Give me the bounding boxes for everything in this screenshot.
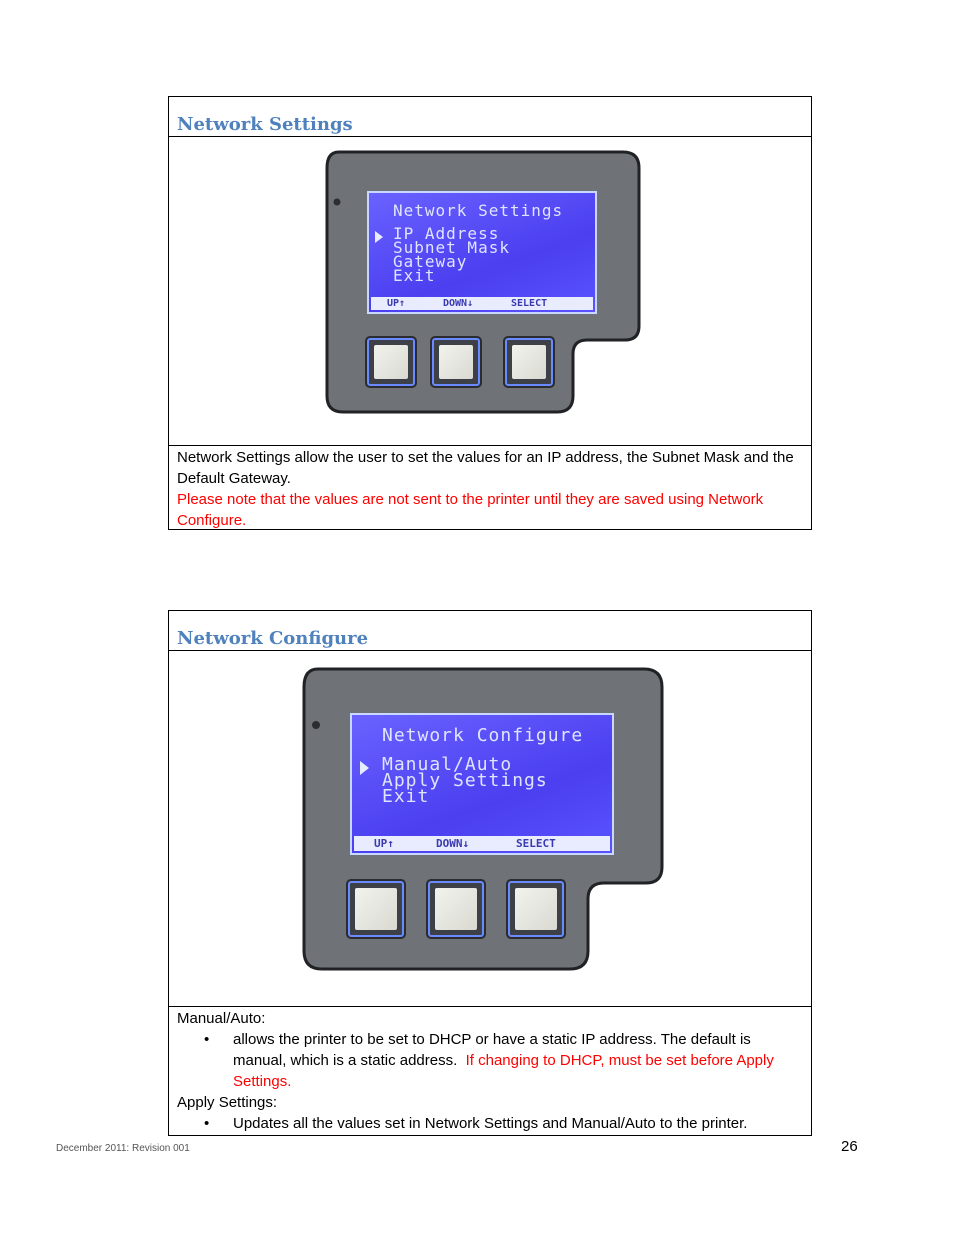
manual-auto-red-note: If changing to DHCP, must be set before Apply Settings. [233,1052,774,1090]
apply-settings-list [177,1113,803,1134]
network-settings-box [168,96,812,530]
lcd-menu-item-exit[interactable]: Exit [393,266,436,285]
lcd-menu-item-apply-settings[interactable]: Apply Settings [382,770,548,791]
menu-cursor-icon [375,231,383,243]
softkey-down-label: DOWN↓ [436,837,470,850]
hardware-button-up[interactable] [346,879,406,939]
lcd-menu-item-manual-auto[interactable]: Manual/Auto [382,754,513,775]
network-configure-image-cell [169,651,811,1007]
network-settings-image-cell [169,137,811,446]
softkey-select-label: SELECT [516,837,556,850]
apply-settings-bullet: • Updates all the values set in Network Settings and Manual/Auto to the printer. [177,1113,803,1134]
softkey-up-label: UP↑ [374,837,394,850]
page-number: 26 [841,1138,858,1155]
lcd-menu-item-exit[interactable]: Exit [382,786,430,807]
network-settings-note: Please note that the values are not sent to the printer until they are saved using Network Configure. [177,491,764,529]
manual-auto-bullet [177,1029,803,1092]
lcd-softkey-bar [371,297,593,310]
device-panel-network-configure [302,667,666,971]
hardware-button-up[interactable] [365,336,417,388]
network-configure-title: Network Configure [177,628,369,649]
network-settings-title-cell [169,97,811,137]
network-settings-description: Network Settings allow the user to set the values for an IP address, the Subnet Mask and the Default Gateway. [177,449,794,487]
hardware-button-select[interactable] [506,879,566,939]
lcd-softkey-bar [354,836,610,851]
lcd-menu-item-ip-address[interactable]: IP Address [393,224,500,243]
lcd-menu-item-gateway[interactable]: Gateway [393,252,468,271]
lcd-screen [350,713,614,855]
hardware-button-select[interactable] [503,336,555,388]
lcd-heading: Network Settings [393,201,564,220]
device-panel-network-settings [325,150,643,414]
network-configure-title-cell [169,611,811,651]
hardware-button-down[interactable] [426,879,486,939]
softkey-down-label: DOWN↓ [443,298,474,309]
network-configure-box [168,610,812,1136]
lcd-heading: Network Configure [382,725,584,746]
network-settings-description-cell [169,446,811,531]
menu-cursor-icon [360,761,369,775]
manual-auto-heading: Manual/Auto: [177,1010,266,1027]
apply-settings-heading: Apply Settings: [177,1094,278,1111]
lcd-menu-item-subnet-mask[interactable]: Subnet Mask [393,238,510,257]
network-settings-title: Network Settings [177,114,353,135]
lcd-screen [367,191,597,314]
footer-revision: December 2011: Revision 001 [56,1143,190,1154]
softkey-up-label: UP↑ [387,298,406,309]
network-configure-description-cell [169,1007,811,1134]
softkey-select-label: SELECT [511,298,548,309]
hardware-button-down[interactable] [430,336,482,388]
manual-auto-text: allows the printer to be set to DHCP or have a static IP address. The default is manual, which is a static address. [233,1031,751,1069]
manual-auto-list [177,1029,803,1092]
